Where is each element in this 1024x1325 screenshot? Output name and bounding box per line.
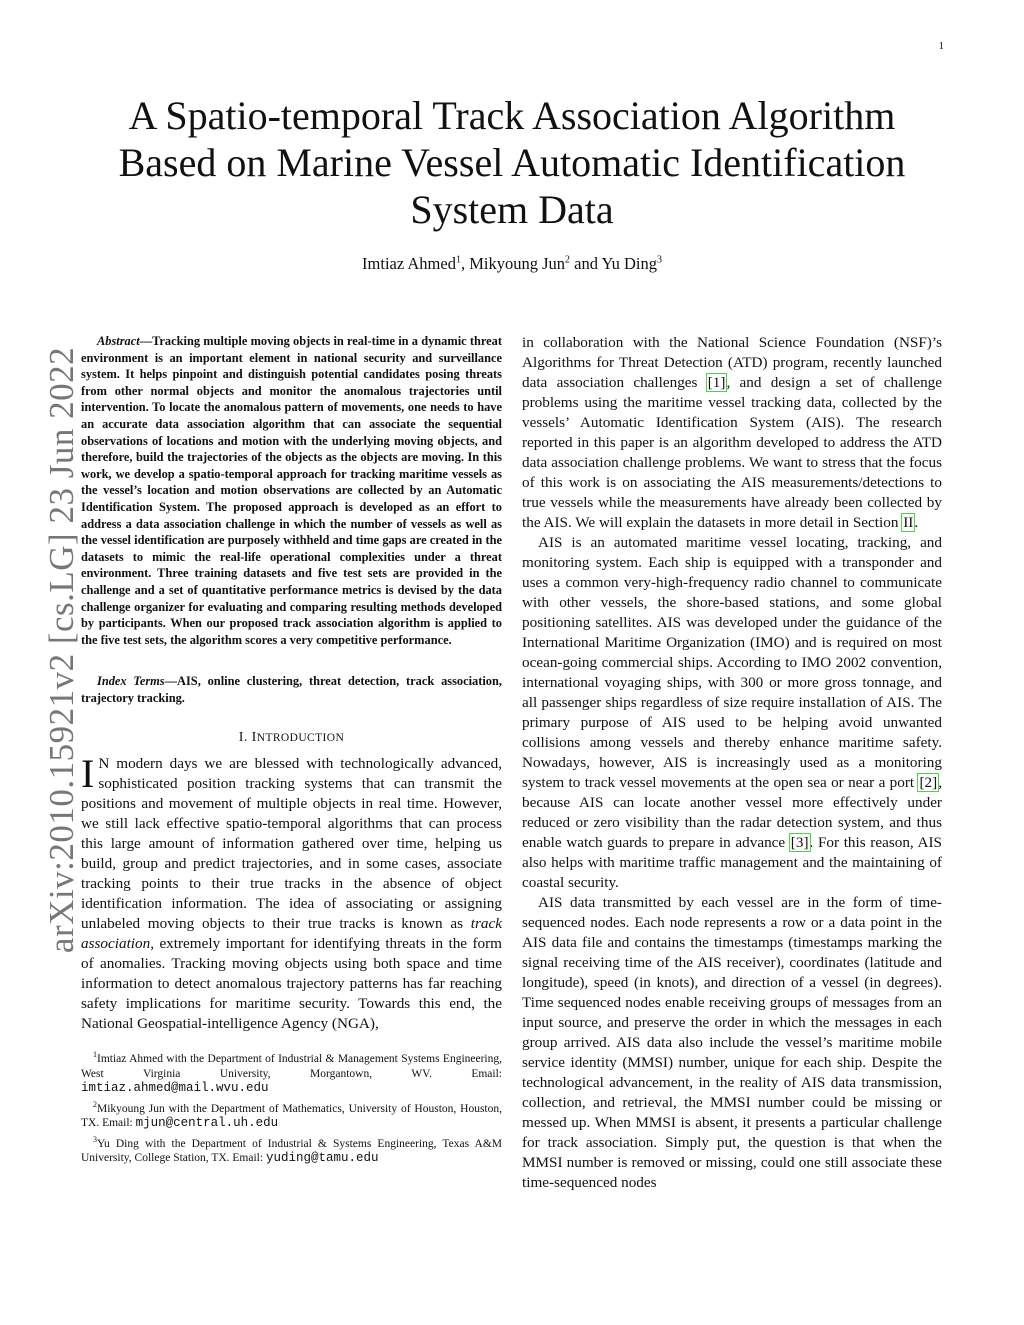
citation-link-1[interactable]: [1]: [707, 374, 726, 391]
right-p2-text-c: . For this reason, AIS also helps with maritime traffic management and the maintaining of coastal security.: [522, 834, 943, 891]
section-rest: NTRODUCTION: [256, 732, 345, 745]
arxiv-stamp: arXiv:2010.15921v2 [cs.LG] 23 Jun 2022: [42, 346, 81, 954]
intro-text-a: N modern days we are blessed with technologically advanced, sophisticated position tracking systems that can transmit the positions and movement of multiple objects in real time. However, we still lack effective spatio-temporal algorithms that can process this large amount of information gathered over time, helping us build, group and predict trajectories, and in some cases, associate tracking points to their true tracks in the absence of object identification information. The idea of associating or assigning unlabeled moving objects to their true tracks is known as: [81, 755, 502, 933]
footnote-2-email: mjun@central.uh.edu: [135, 1116, 279, 1131]
right-paragraph-3: AIS data transmitted by each vessel are in the form of time-sequenced nodes. Each node represents a row or a data point in the AIS data file and contains the timestamps (timestamps marking the signal receiving time of the AIS receiver), coordinates (latitude and longitude), speed (in knots), and direction of a vessel (in degrees). Time sequenced nodes enable receiving groups of messages from an input source, and preserve the order in which the messages in each group arrived. AIS data also include the vessel’s maritime mobile service identity (MMSI) number, unique for each ship. Despite the technological advancement, in the reality of AIS data transmission, collection, and retrieval, the MMSI number could be missing or messed up. When MMSI is absent, it presents a particular challenge for track association. Simply put, the question is that when the MMSI number is removed or missing, could one still associate these time-sequenced nodes: [522, 894, 942, 1191]
footnote-1-text: Imtiaz Ahmed with the Department of Industrial & Management Systems Engineering, West Virginia University, Morgantown, WV. Email:: [81, 1053, 502, 1080]
author-list: [0, 254, 1024, 274]
footnote-1-mark: 1: [93, 1050, 97, 1060]
author-2: , Mikyoung Jun: [460, 254, 566, 273]
left-column: [81, 333, 502, 1167]
index-terms-lead: Index Terms: [97, 674, 165, 689]
right-p2-text-a: AIS is an automated maritime vessel locating, tracking, and monitoring system. Each ship is equipped with a transponder and uses a common very-high-frequency radio channel to communicate with other vessels, the shore-based stations, and some global positioning satellites. AIS was developed under the guidance of the International Maritime Organization (IMO) and is required on most ocean-going commercial ships. According to IMO 2002 convention, international voyaging ships, with 300 or more gross tonnage, and all passenger ships regardless of size require installation of AIS. The primary purpose of AIS used to be helping avoid unwanted collisions among vessels and thereby enhance maritime safety. Nowadays, however, AIS is increasingly used as a monitoring system to track vessel movements at the open sea or near a port: [522, 534, 942, 791]
author-1: Imtiaz Ahmed: [362, 254, 456, 273]
intro-text-b: , extremely important for identifying threats in the form of anomalies. Tracking moving objects using both space and time information to detect anomalous trajectory patterns has far reaching safety implications for maritime security. Towards this end, the National Geospatial-intelligence Agency (NGA),: [81, 935, 502, 1033]
footnote-2-text: Mikyoung Jun with the Department of Mathematics, University of Houston, Houston, TX. Email:: [81, 1102, 502, 1130]
author-3-mark: 3: [656, 254, 662, 266]
index-terms: [81, 673, 502, 706]
section-link-2[interactable]: II: [903, 514, 914, 531]
drop-cap: I: [81, 751, 95, 797]
citation-link-3[interactable]: [3]: [790, 834, 809, 851]
section-heading-introduction: [81, 730, 502, 746]
index-terms-text: —AIS, online clustering, threat detection, track association, trajectory tracking.: [81, 674, 502, 705]
title-line-2: Based on Marine Vessel Automatic Identification: [118, 140, 906, 185]
right-column: [522, 333, 942, 1193]
right-paragraph-2: [522, 533, 942, 893]
abstract-text: —Tracking multiple moving objects in real-time in a dynamic threat environment is an important element in national security and surveillance system. It helps pinpoint and distinguish potential candidates posing threats from other normal objects and monitor the anomalous trajectories until intervention. To locate the anomalous pattern of movements, one needs to have an accurate data association algorithm that can associate the sequential observations of locations and motion with the underlying moving objects, and therefore, build the trajectories of the objects as the objects are moving. In this work, we develop a spatio-temporal approach for tracking maritime vessels as the vessel’s location and motion observations are collected by an Automatic Identification System. The proposed approach is developed as an effort to address a data association challenge in which the number of vessels as well as the vessel identification are purposely withheld and time gaps are created in the datasets to mimic the real-life operational complexities under a threat environment. Three training datasets and five test sets are provided in the challenge and a set of quantitative performance metrics is devised by the data challenge organizer for evaluating and comparing resulting methods developed by participants. When our proposed track association algorithm is applied to the five test sets, the algorithm scores a very competitive performance.: [81, 334, 502, 647]
author-2-mark: 2: [565, 254, 571, 266]
footnotes: [81, 1048, 502, 1165]
title-line-1: A Spatio-temporal Track Association Algorithm: [128, 93, 896, 138]
intro-paragraph: [81, 751, 502, 1034]
intro-term: track association: [81, 915, 502, 953]
abstract: [81, 333, 502, 648]
abstract-lead: Abstract: [97, 334, 140, 348]
author-3: and Yu Ding: [570, 254, 657, 273]
footnote-2-mark: 2: [93, 1099, 97, 1109]
footnote-3-text: Yu Ding with the Department of Industrial & Systems Engineering, Texas A&M University, College Station, TX. Email:: [81, 1137, 502, 1164]
section-number: I.: [238, 730, 252, 746]
footnote-3-mark: 3: [93, 1134, 97, 1144]
section-initial: I: [251, 730, 257, 746]
title-line-3: System Data: [410, 187, 614, 232]
right-paragraph-1: [522, 333, 942, 533]
right-p1-text-b: , and design a set of challenge problems using the maritime vessel tracking data, collected by the vessels’ Automatic Identification System (AIS). The research reported in this paper is an algorithm developed to address the ATD data association challenge problems. We want to stress that the focus of this work is on associating the AIS measurements/detections to true vessels while the measurements have already been collected by the AIS. We will explain the datasets in more detail in Section: [522, 374, 942, 531]
author-1-mark: 1: [455, 254, 461, 266]
footnote-3-email: yuding@tamu.edu: [265, 1150, 379, 1165]
citation-link-2[interactable]: [2]: [919, 774, 938, 791]
right-p2-text-b: , because AIS can locate another vessel more effectively under reduced or zero visibility than the radar detection system, and thus enable watch guards to prepare in advance: [522, 774, 942, 851]
footnote-2: [81, 1098, 502, 1131]
page-number: 1: [938, 40, 944, 52]
footnote-3: [81, 1133, 502, 1166]
paper-title: [100, 92, 924, 233]
right-p1-text-a: in collaboration with the National Science Foundation (NSF)’s Algorithms for Threat Detection (ATD) program, recently launched data association challenges: [522, 334, 942, 391]
footnote-1-email: imtiaz.ahmed@mail.wvu.edu: [81, 1081, 269, 1096]
right-p1-text-c: .: [914, 514, 919, 531]
footnote-1: [81, 1048, 502, 1095]
